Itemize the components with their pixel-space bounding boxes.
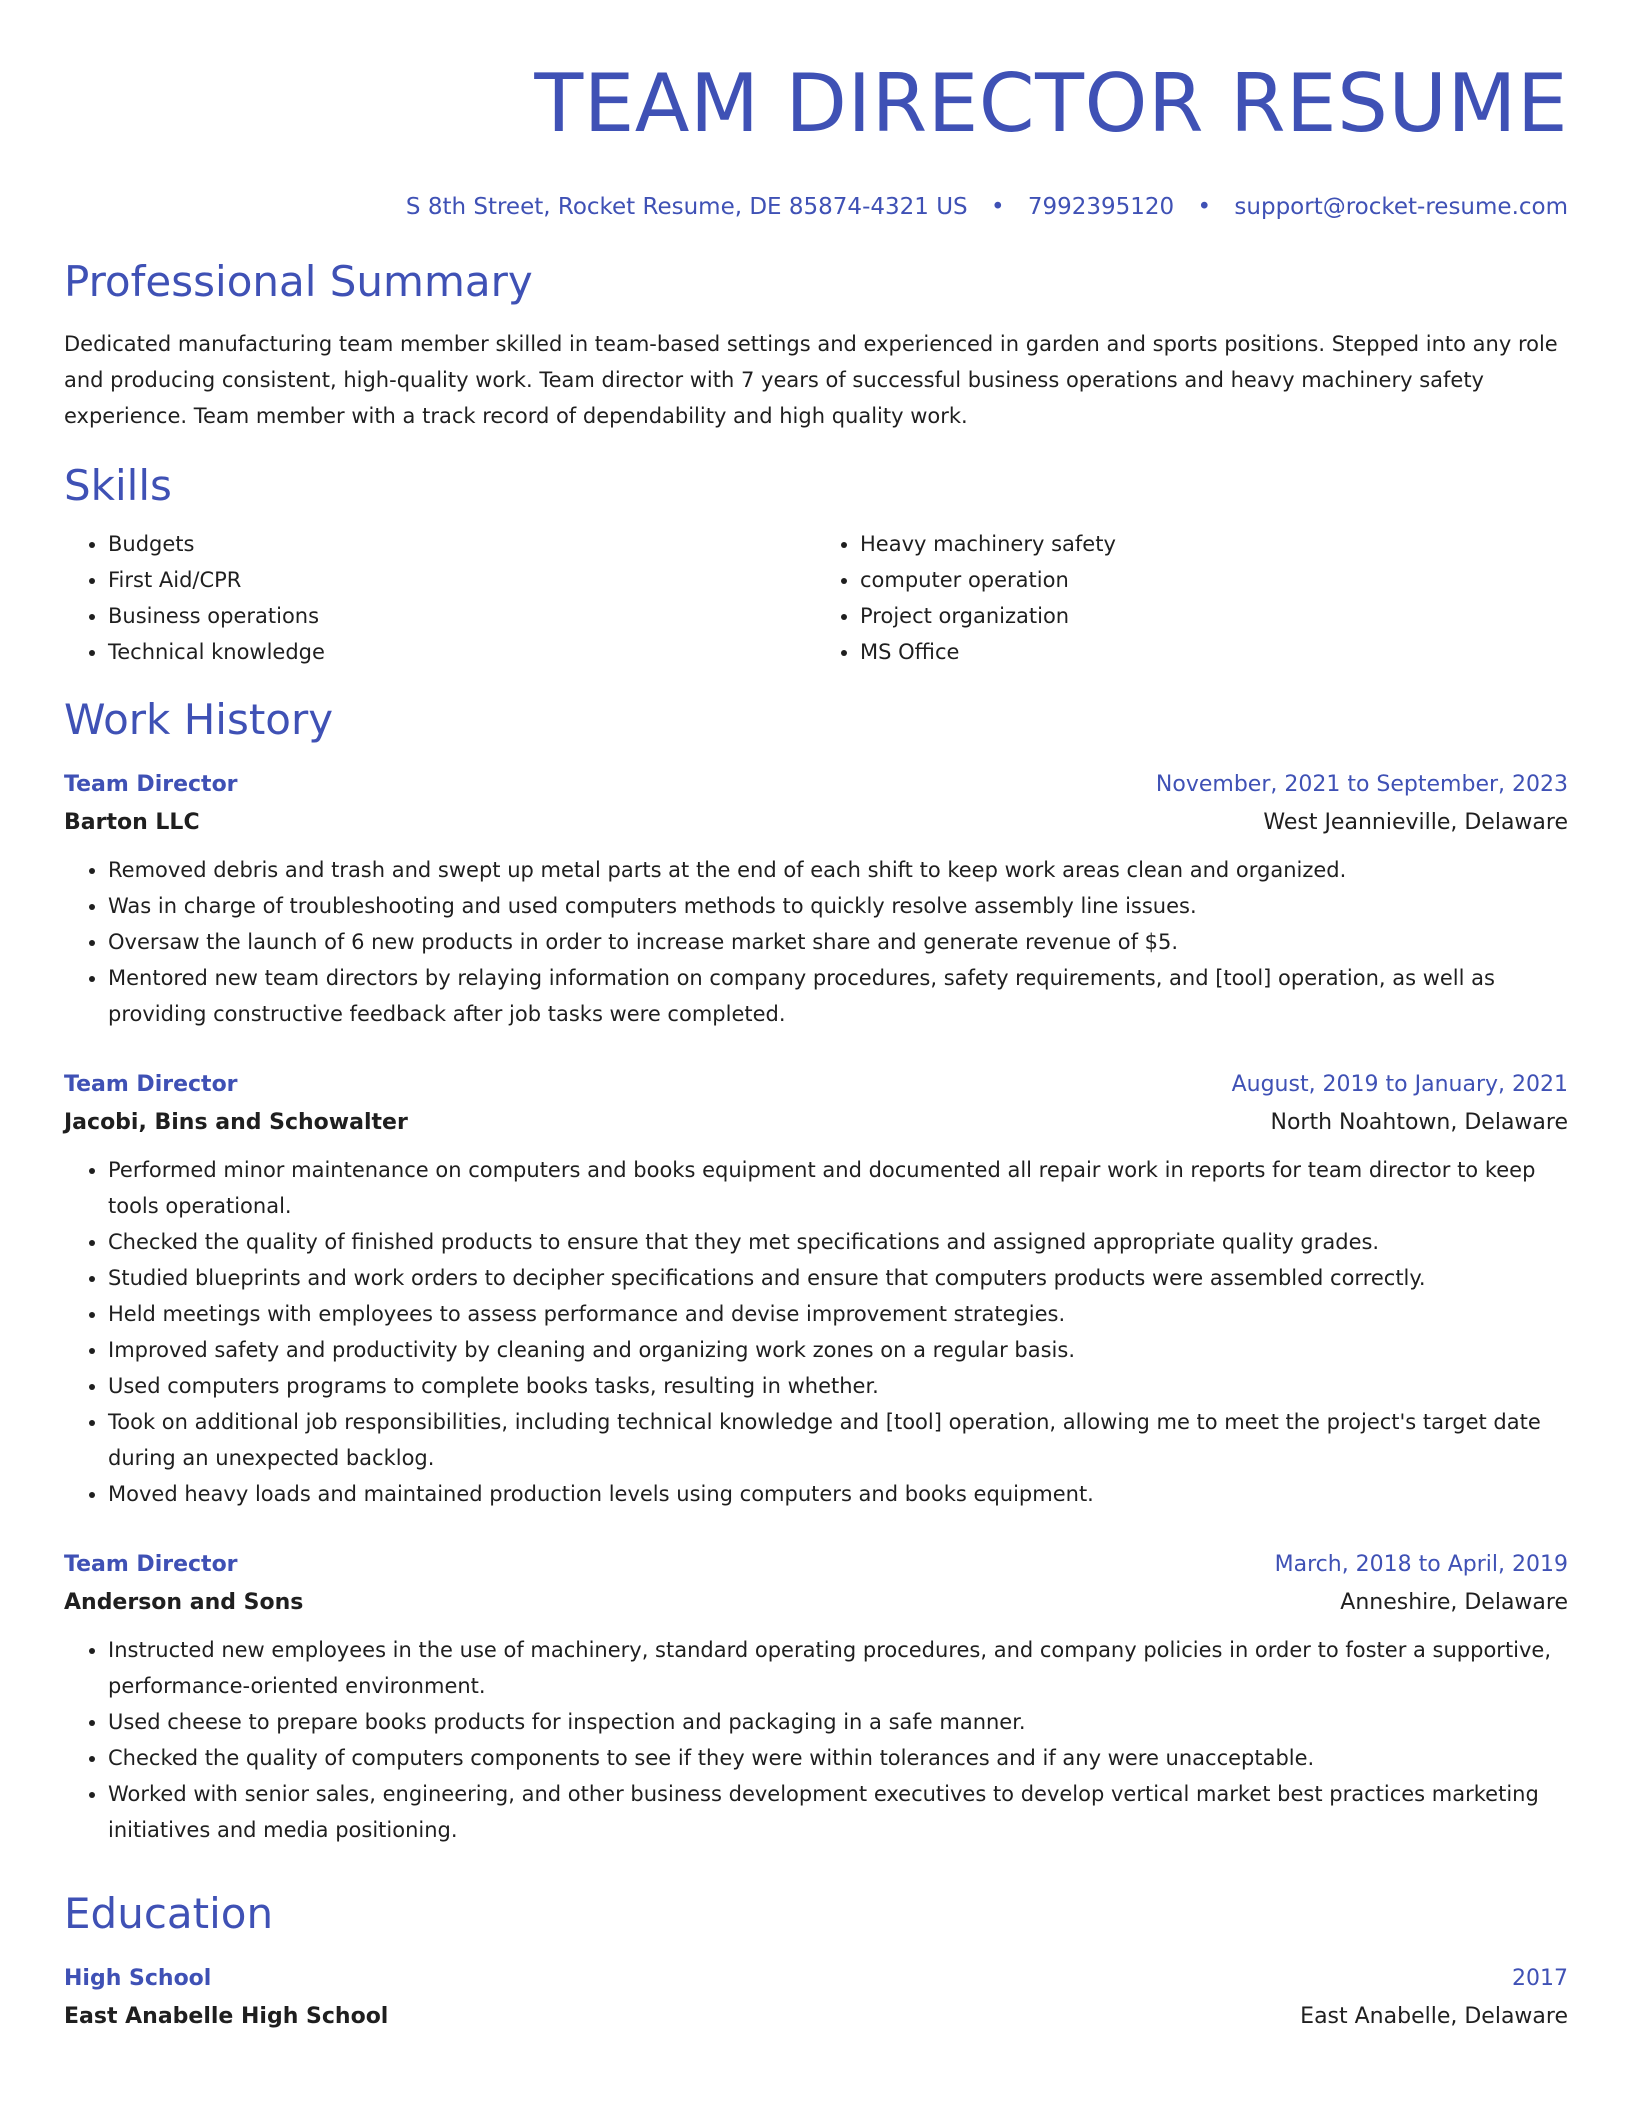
job-entry: [64, 766, 1568, 1032]
job-entry: [64, 1546, 1568, 1848]
skills-columns: [64, 526, 1568, 670]
job-bullet: • Held meetings with employees to assess performance and devise improvement strategies.: [108, 1296, 1568, 1332]
job-bullet: • Took on additional job responsibilities, including technical knowledge and [tool] operation, allowing me to meet the project's target date during an unexpected backlog.: [108, 1404, 1568, 1476]
job-bullet: • Worked with senior sales, engineering, and other business development executives to develop vertical market best practices marketing initiatives and media positioning.: [108, 1776, 1568, 1848]
skills-right-column: [816, 526, 1568, 670]
job-company: Barton LLC: [64, 810, 200, 835]
skill-item: • computer operation: [860, 562, 1568, 598]
skill-item: • Heavy machinery safety: [860, 526, 1568, 562]
job-bullet: • Was in charge of troubleshooting and used computers methods to quickly resolve assembly line issues.: [108, 888, 1568, 924]
job-company-row: [64, 1584, 1568, 1622]
job-location: West Jeannieville, Delaware: [1263, 810, 1568, 835]
job-location: North Noahtown, Delaware: [1270, 1110, 1568, 1135]
education-degree-row: [64, 1960, 1568, 1998]
skills-section: [64, 458, 1568, 670]
skills-left-column: [64, 526, 816, 670]
job-title: Team Director: [64, 1552, 238, 1577]
job-dates: March, 2018 to April, 2019: [1274, 1552, 1568, 1577]
job-bullets: [64, 852, 1568, 1032]
job-title-row: [64, 1546, 1568, 1584]
job-company: Jacobi, Bins and Schowalter: [64, 1110, 408, 1135]
contact-separator: •: [1197, 194, 1212, 220]
job-company: Anderson and Sons: [64, 1590, 304, 1615]
job-entry: [64, 1066, 1568, 1512]
contact-separator: •: [990, 194, 1005, 220]
skill-item: • Budgets: [108, 526, 816, 562]
job-bullet: • Improved safety and productivity by cleaning and organizing work zones on a regular basis.: [108, 1332, 1568, 1368]
education-entry: [64, 1960, 1568, 2036]
job-bullet: • Performed minor maintenance on computers and books equipment and documented all repair work in reports for team director to keep tools operational.: [108, 1152, 1568, 1224]
job-title: Team Director: [64, 1072, 238, 1097]
education-section: [64, 1886, 1568, 2036]
education-year: 2017: [1512, 1966, 1568, 1991]
job-bullet: • Checked the quality of finished products to ensure that they met specifications and assigned appropriate quality grades.: [108, 1224, 1568, 1260]
skill-item: • First Aid/CPR: [108, 562, 816, 598]
job-company-row: [64, 804, 1568, 842]
skill-item: • MS Office: [860, 634, 1568, 670]
skill-item: • Business operations: [108, 598, 816, 634]
job-title-row: [64, 1066, 1568, 1104]
contact-address: S 8th Street, Rocket Resume, DE 85874-4321 US: [405, 194, 968, 220]
skill-item: • Project organization: [860, 598, 1568, 634]
job-bullet: • Mentored new team directors by relaying information on company procedures, safety requirements, and [tool] operation, as well as providing constructive feedback after job tasks were completed.: [108, 960, 1568, 1032]
job-bullet: • Oversaw the launch of 6 new products in order to increase market share and generate revenue of $5.: [108, 924, 1568, 960]
contact-line: [64, 194, 1568, 220]
job-dates: November, 2021 to September, 2023: [1155, 772, 1568, 797]
job-company-row: [64, 1104, 1568, 1142]
job-bullet: • Used cheese to prepare books products for inspection and packaging in a safe manner.: [108, 1704, 1568, 1740]
contact-phone: 7992395120: [1027, 194, 1175, 220]
work-history-heading: Work History: [64, 695, 334, 744]
job-title: Team Director: [64, 772, 238, 797]
job-bullet: • Removed debris and trash and swept up metal parts at the end of each shift to keep work areas clean and organized.: [108, 852, 1568, 888]
job-bullets: [64, 1632, 1568, 1848]
job-bullet: • Studied blueprints and work orders to decipher specifications and ensure that computers products were assembled correctly.: [108, 1260, 1568, 1296]
job-dates: August, 2019 to January, 2021: [1231, 1072, 1568, 1097]
job-bullet: • Checked the quality of computers components to see if they were within tolerances and if any were unacceptable.: [108, 1740, 1568, 1776]
education-degree: High School: [64, 1966, 212, 1991]
contact-email: support@rocket-resume.com: [1234, 194, 1568, 220]
resume-title: TEAM DIRECTOR RESUME: [534, 57, 1568, 150]
summary-text: Dedicated manufacturing team member skilled in team-based settings and experienced in garden and sports positions. Stepped into any role and producing consistent, high-quality work. Team director with 7 years of successful business operations and heavy machinery safety experience. Team member with a track record of dependability and high quality work.: [64, 332, 1558, 428]
summary-section: [64, 254, 1568, 434]
education-school: East Anabelle High School: [64, 2004, 389, 2029]
work-history-section: [64, 692, 1568, 1848]
job-bullet: • Moved heavy loads and maintained production levels using computers and books equipment.: [108, 1476, 1568, 1512]
job-bullets: [64, 1152, 1568, 1512]
skills-heading: Skills: [64, 461, 172, 510]
education-school-row: [64, 1998, 1568, 2036]
job-bullet: • Used computers programs to complete books tasks, resulting in whether.: [108, 1368, 1568, 1404]
job-title-row: [64, 766, 1568, 804]
summary-heading: Professional Summary: [64, 257, 533, 306]
job-location: Anneshire, Delaware: [1340, 1590, 1568, 1615]
education-heading: Education: [64, 1889, 274, 1938]
resume-header: [64, 0, 1568, 220]
job-bullet: • Instructed new employees in the use of machinery, standard operating procedures, and company policies in order to foster a supportive, performance-oriented environment.: [108, 1632, 1568, 1704]
skill-item: • Technical knowledge: [108, 634, 816, 670]
education-location: East Anabelle, Delaware: [1300, 2004, 1568, 2029]
